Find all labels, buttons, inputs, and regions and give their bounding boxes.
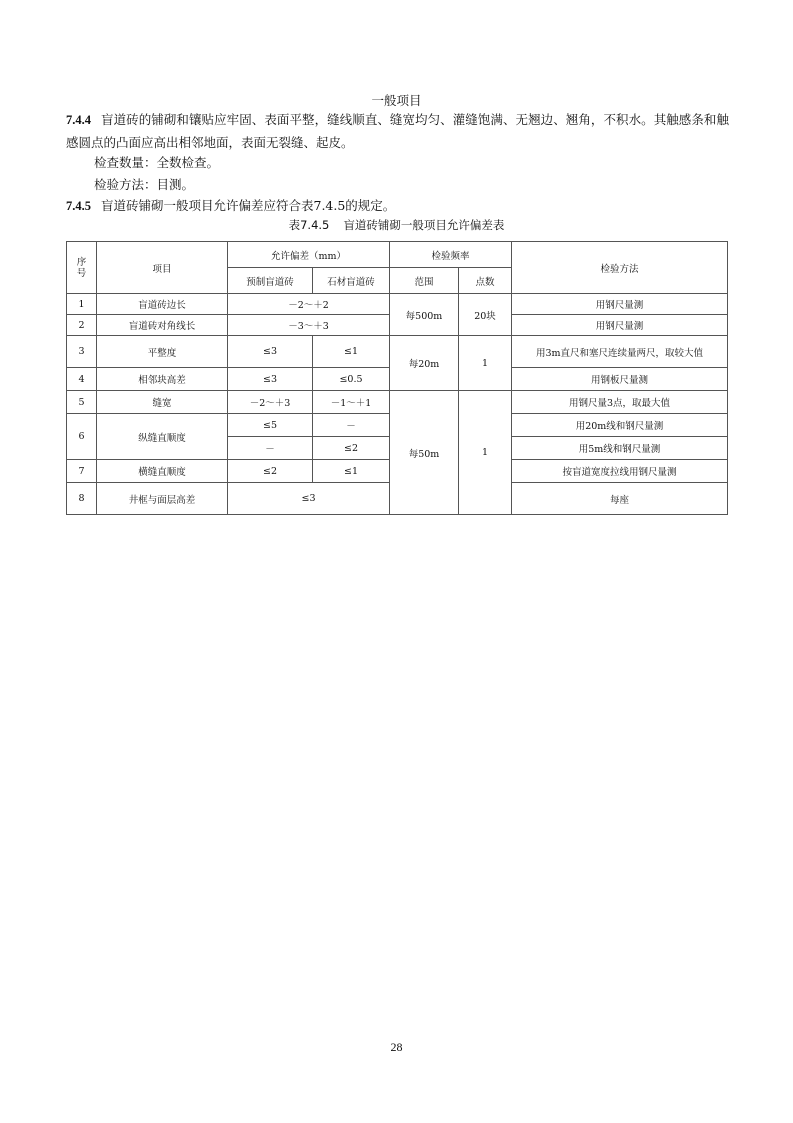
cell-seq: 3 (67, 336, 97, 368)
check-quantity: 检查数量：全数检查。 (94, 155, 220, 170)
cell-precast: ≤3 (228, 368, 313, 391)
cell-seq: 2 (67, 315, 97, 336)
cell-method: 用钢尺量测 (512, 315, 728, 336)
header-seq: 序号 (67, 242, 97, 294)
cell-precast: ≤3 (228, 336, 313, 368)
cell-range: 每500m (390, 294, 459, 336)
clause-7-4-4 (66, 109, 729, 153)
page-number: 28 (390, 1040, 403, 1054)
cell-points: 1 (459, 391, 512, 515)
cell-method: 用20m线和钢尺量测 (512, 414, 728, 437)
table-row (67, 294, 728, 315)
cell-range: 每座 (512, 483, 728, 515)
cell-range: 每50m (390, 391, 459, 515)
cell-seq: 1 (67, 294, 97, 315)
cell-stone: ≤1 (313, 460, 390, 483)
cell-seq: 8 (67, 483, 97, 515)
table-row (67, 391, 728, 414)
cell-item: 盲道砖边长 (97, 294, 228, 315)
clause-number: 7.4.4 (66, 113, 91, 127)
cell-precast: －2～＋3 (228, 391, 313, 414)
cell-method: 用钢尺量测 (512, 294, 728, 315)
cell-stone: ≤0.5 (313, 368, 390, 391)
cell-item: 盲道砖对角线长 (97, 315, 228, 336)
clause-text: 盲道砖的铺砌和镶贴应牢固、表面平整，缝线顺直、缝宽均匀、灌缝饱满、无翘边、翘角，不积水。其触感条和触感圆点的凸面应高出相邻地面，表面无裂缝、起皮。 (66, 112, 729, 150)
cell-method: 用5m线和钢尺量测 (512, 437, 728, 460)
header-points: 点数 (459, 268, 512, 294)
cell-stone: －1～＋1 (313, 391, 390, 414)
cell-item: 缝宽 (97, 391, 228, 414)
cell-tolerance: －3～＋3 (228, 315, 390, 336)
header-tolerance: 允许偏差（mm） (228, 242, 390, 268)
cell-item: 横缝直顺度 (97, 460, 228, 483)
cell-stone: － (313, 414, 390, 437)
clause-number: 7.4.5 (66, 199, 91, 213)
cell-seq: 7 (67, 460, 97, 483)
cell-item: 纵缝直顺度 (97, 414, 228, 460)
cell-points: 1 (459, 336, 512, 391)
header-method: 检验方法 (512, 242, 728, 294)
cell-stone: ≤1 (313, 336, 390, 368)
cell-points: 20块 (459, 294, 512, 336)
tolerance-table (66, 241, 728, 515)
table-title: 盲道砖铺砌一般项目允许偏差表 (343, 218, 505, 232)
table-row (67, 336, 728, 368)
cell-seq: 6 (67, 414, 97, 460)
cell-precast: ≤2 (228, 460, 313, 483)
cell-item: 平整度 (97, 336, 228, 368)
cell-seq: 4 (67, 368, 97, 391)
table-caption (0, 217, 793, 233)
cell-stone: ≤2 (313, 437, 390, 460)
cell-seq: 5 (67, 391, 97, 414)
cell-item: 井框与面层高差 (97, 483, 228, 515)
check-method: 检验方法：目测。 (94, 177, 195, 192)
table-number: 表7.4.5 (288, 218, 330, 232)
cell-method: 用钢尺量3点，取最大值 (512, 391, 728, 414)
header-item: 项目 (97, 242, 228, 294)
cell-precast: － (228, 437, 313, 460)
cell-precast: ≤5 (228, 414, 313, 437)
clause-text: 盲道砖铺砌一般项目允许偏差应符合表7.4.5的规定。 (101, 198, 396, 213)
cell-method: 用3m直尺和塞尺连续量两尺，取较大值 (512, 336, 728, 368)
clause-7-4-5 (66, 195, 729, 218)
section-title: 一般项目 (371, 93, 422, 108)
cell-range: 每20m (390, 336, 459, 391)
header-precast: 预制盲道砖 (228, 268, 313, 294)
cell-method: 用钢板尺量测 (512, 368, 728, 391)
cell-tolerance: ≤3 (228, 483, 390, 515)
header-range: 范围 (390, 268, 459, 294)
cell-tolerance: －2～＋2 (228, 294, 390, 315)
header-stone: 石材盲道砖 (313, 268, 390, 294)
cell-item: 相邻块高差 (97, 368, 228, 391)
cell-method: 按盲道宽度拉线用钢尺量测 (512, 460, 728, 483)
header-frequency: 检验频率 (390, 242, 512, 268)
table-header-row (67, 242, 728, 268)
